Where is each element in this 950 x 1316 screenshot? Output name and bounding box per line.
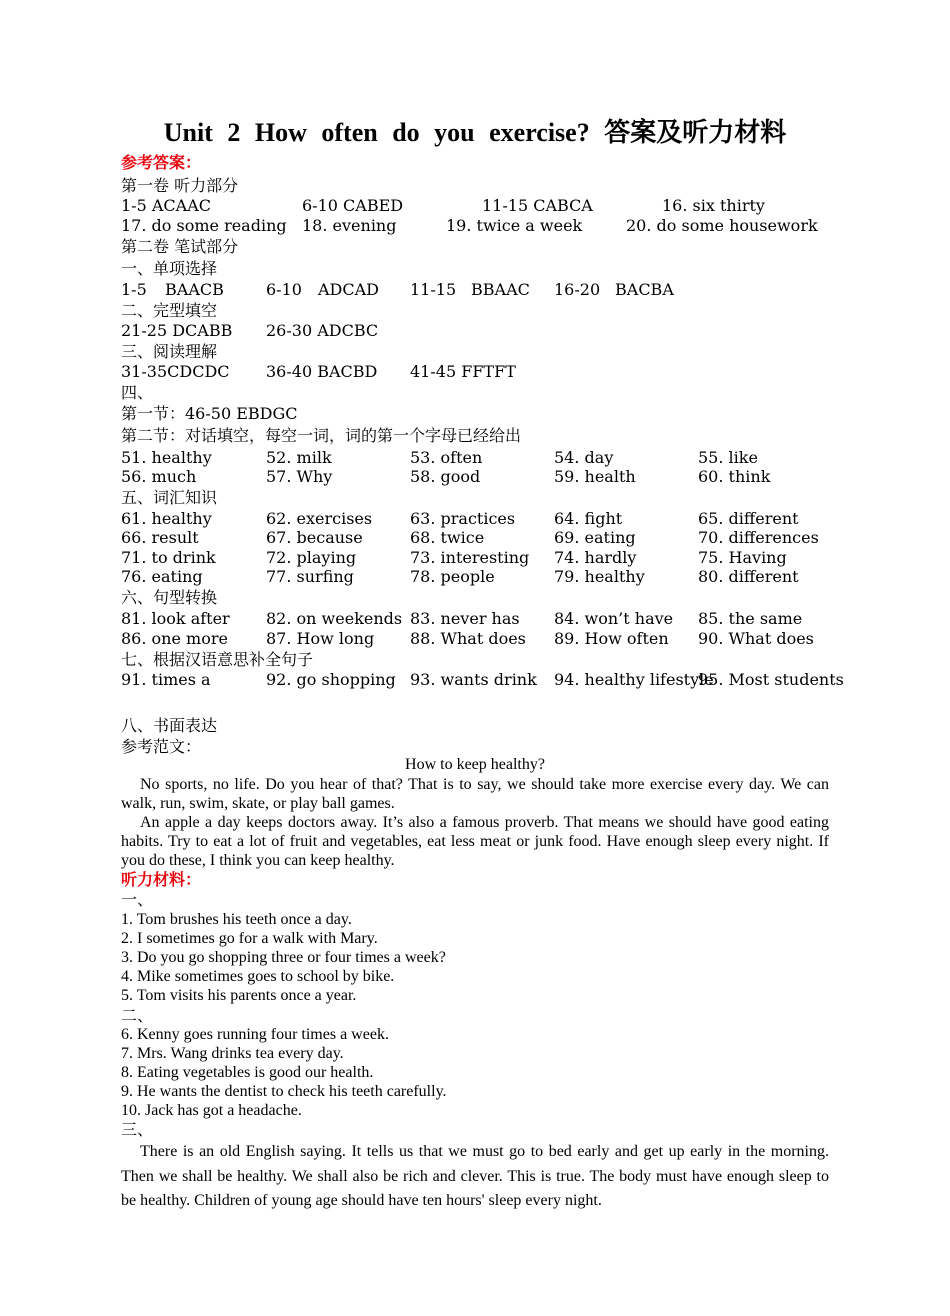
answer-cell: ADCAD — [318, 280, 380, 299]
answer-cell: 63. practices — [410, 509, 516, 528]
answer-cell: 6-10 CABED — [302, 196, 404, 215]
answer-cell: 69. eating — [554, 528, 636, 547]
answer-cell: 60. think — [698, 467, 771, 486]
section-5-heading: 五、词汇知识 — [121, 488, 218, 507]
vol1-heading: 第一卷 听力部分 — [121, 176, 239, 195]
script-line: 4. Mike sometimes goes to school by bike. — [121, 968, 395, 985]
answer-cell: 54. day — [554, 448, 614, 467]
answer-cell: 6-10 — [266, 280, 302, 299]
answer-cell: 16. six thirty — [662, 196, 765, 215]
answer-cell: 31-35CDCDC — [121, 362, 230, 381]
answer-cell: 79. healthy — [554, 567, 645, 586]
sample-essay-label: 参考范文： — [121, 737, 202, 756]
answer-cell: 66. result — [121, 528, 199, 547]
section-7-heading: 七、根据汉语意思补全句子 — [121, 650, 314, 669]
script-part-3-heading: 三、 — [121, 1120, 154, 1139]
essay-paragraph-1: No sports, no life. Do you hear of that? That is to say, we should take more exercise every day. We can walk, run, swim, skate, or play ball games. — [121, 776, 829, 812]
answer-cell: 88. What does — [410, 629, 526, 648]
answer-cell: 77. surfing — [266, 567, 354, 586]
script-line: 1. Tom brushes his teeth once a day. — [121, 911, 352, 928]
answer-cell: 52. milk — [266, 448, 332, 467]
section-4-heading: 四、 — [121, 383, 154, 402]
answer-cell: BAACB — [165, 280, 224, 299]
answer-cell: 89. How often — [554, 629, 669, 648]
script-line: 8. Eating vegetables is good our health. — [121, 1064, 374, 1081]
answer-cell: 41-45 FFTFT — [410, 362, 516, 381]
answer-cell: 84. won’t have — [554, 609, 674, 628]
answer-cell: 80. different — [698, 567, 799, 586]
script-part-3-text: There is an old English saying. It tells us that we must go to bed early and get up early in the morning. Then we shall be healthy. We shall also be rich and clever. This is true. The body must have enough sleep to be healthy. Children of young age should have ten hours' sleep every night. — [121, 1143, 829, 1209]
answer-cell: 56. much — [121, 467, 197, 486]
listening-script-heading: 听力材料： — [121, 870, 202, 889]
answer-cell: 76. eating — [121, 567, 203, 586]
answer-cell: 20. do some housework — [626, 216, 818, 235]
answers-heading-text: 参考答案： — [121, 153, 202, 172]
section-3-heading: 三、阅读理解 — [121, 342, 218, 361]
script-line: 2. I sometimes go for a walk with Mary. — [121, 930, 378, 947]
answer-cell: 53. often — [410, 448, 483, 467]
answer-cell: 68. twice — [410, 528, 485, 547]
script-line: 3. Do you go shopping three or four times a week? — [121, 949, 446, 966]
answer-cell: 67. because — [266, 528, 363, 547]
script-line: 10. Jack has got a headache. — [121, 1102, 302, 1119]
vol2-heading: 第二卷 笔试部分 — [121, 237, 239, 256]
section-4-part-1: 第一节：46-50 EBDGC — [121, 404, 298, 423]
answer-cell: 26-30 ADCBC — [266, 321, 379, 340]
answer-cell: 86. one more — [121, 629, 228, 648]
answer-cell: 71. to drink — [121, 548, 216, 567]
answer-cell: 19. twice a week — [446, 216, 583, 235]
answer-cell: 17. do some reading — [121, 216, 287, 235]
answer-cell: 75. Having — [698, 548, 787, 567]
answer-cell: BBAAC — [471, 280, 530, 299]
answer-cell: 61. healthy — [121, 509, 212, 528]
script-line: 5. Tom visits his parents once a year. — [121, 987, 357, 1004]
answer-cell: 74. hardly — [554, 548, 637, 567]
answer-cell: 82. on weekends — [266, 609, 403, 628]
answer-cell: 16-20 — [554, 280, 601, 299]
answer-cell: 73. interesting — [410, 548, 530, 567]
answer-cell: 81. look after — [121, 609, 230, 628]
section-2-heading: 二、完型填空 — [121, 301, 218, 320]
answer-cell: 1-5 ACAAC — [121, 196, 211, 215]
answer-cell: 70. differences — [698, 528, 819, 547]
section-6-heading: 六、句型转换 — [121, 588, 218, 607]
script-part-1-heading: 一、 — [121, 890, 154, 909]
answer-cell: 1-5 — [121, 280, 147, 299]
answer-cell: 65. different — [698, 509, 799, 528]
answer-cell: 64. fight — [554, 509, 623, 528]
answers-heading — [121, 153, 201, 173]
script-line: 7. Mrs. Wang drinks tea every day. — [121, 1045, 344, 1062]
answer-cell: 62. exercises — [266, 509, 373, 528]
answer-cell: 21-25 DCABB — [121, 321, 233, 340]
script-line: 9. He wants the dentist to check his teeth carefully. — [121, 1083, 447, 1100]
answer-cell: 72. playing — [266, 548, 357, 567]
answer-cell: 85. the same — [698, 609, 803, 628]
section-4-part-2: 第二节：对话填空，每空一词，词的第一个字母已经给出 — [121, 426, 522, 445]
section-1-heading: 一、单项选择 — [121, 259, 218, 278]
answer-cell: 51. healthy — [121, 448, 212, 467]
answer-cell: 57. Why — [266, 467, 333, 486]
page-title: Unit 2 How often do you exercise? 答案及听力材料 — [163, 118, 787, 147]
answer-cell: 87. How long — [266, 629, 375, 648]
answer-cell: 11-15 CABCA — [482, 196, 593, 215]
answer-cell: 93. wants drink — [410, 670, 537, 689]
answer-cell: 18. evening — [302, 216, 397, 235]
essay-paragraph-2: An apple a day keeps doctors away. It’s also a famous proverb. That means we should have good eating habits. Try to eat a lot of fruit and vegetables, eat less meat or junk food. Have enough sleep every night. If you do these, I think you can keep healthy. — [121, 814, 829, 869]
answer-cell: 95. Most students — [698, 670, 844, 689]
script-part-2-heading: 二、 — [121, 1006, 154, 1025]
answer-cell: 36-40 BACBD — [266, 362, 378, 381]
answer-cell: 78. people — [410, 567, 495, 586]
section-8-heading: 八、书面表达 — [121, 716, 218, 735]
answer-cell: 58. good — [410, 467, 481, 486]
answer-cell: 83. never has — [410, 609, 520, 628]
answer-cell: 91. times a — [121, 670, 211, 689]
answer-cell: 90. What does — [698, 629, 814, 648]
answer-cell: 94. healthy lifestyle — [554, 670, 714, 689]
answer-cell: 55. like — [698, 448, 758, 467]
answer-cell: 92. go shopping — [266, 670, 396, 689]
answer-cell: 59. health — [554, 467, 636, 486]
essay-title: How to keep healthy? — [405, 756, 545, 773]
answer-cell: BACBA — [615, 280, 674, 299]
answer-cell: 11-15 — [410, 280, 457, 299]
script-line: 6. Kenny goes running four times a week. — [121, 1026, 389, 1043]
